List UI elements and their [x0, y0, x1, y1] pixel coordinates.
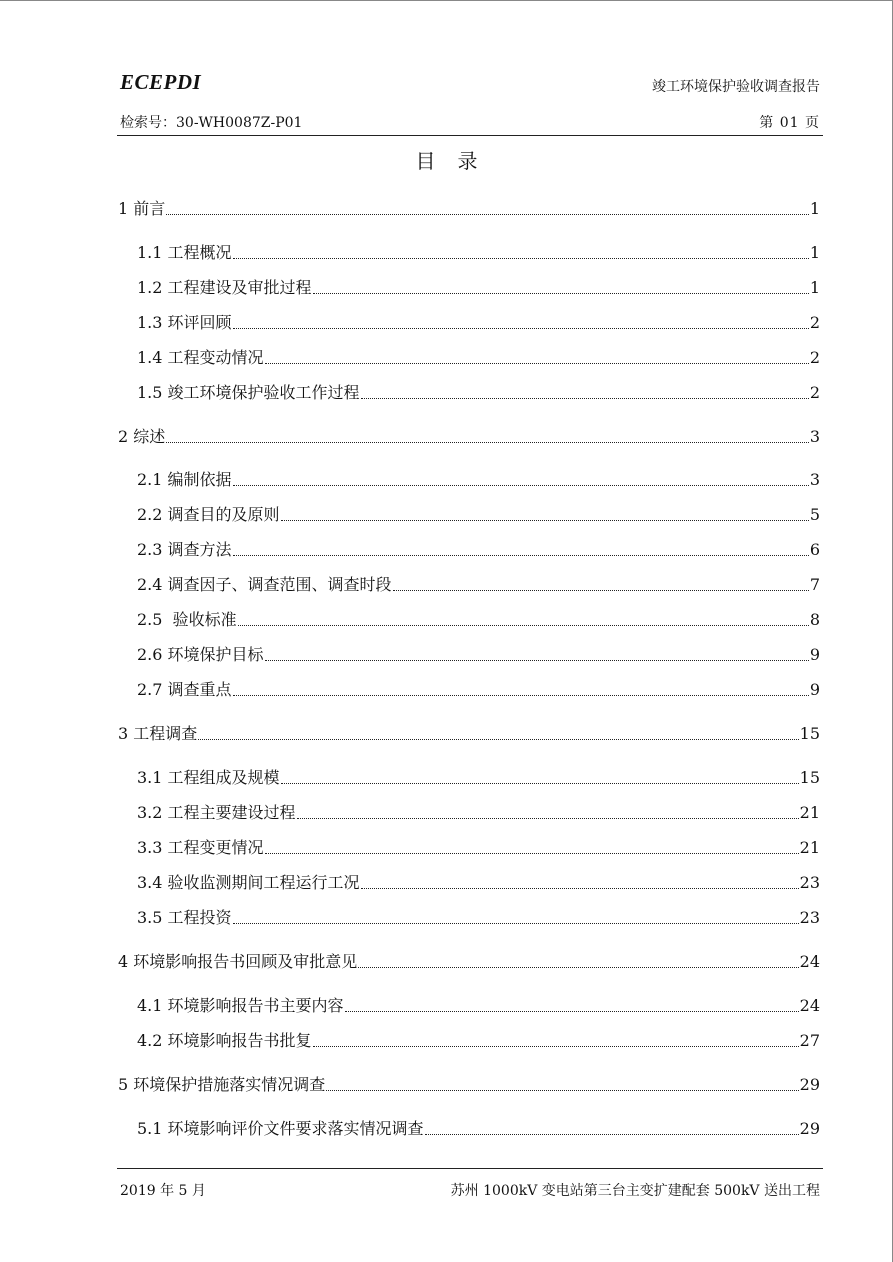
toc-entry-label: 2.4 调查因子、调查范围、调查时段	[137, 575, 392, 594]
toc-entry-label: 4.1 环境影响报告书主要内容	[137, 996, 344, 1015]
toc-subsection-entry[interactable]	[137, 869, 820, 893]
toc-entry-page: 23	[799, 873, 820, 892]
toc-subsection-entry[interactable]	[137, 274, 820, 298]
toc-subsection-entry[interactable]	[137, 344, 820, 368]
toc-entry-page: 15	[799, 768, 820, 787]
toc-entry-label: 1.3 环评回顾	[137, 313, 232, 332]
toc-title: 目录	[415, 149, 500, 173]
toc-dot-leader	[233, 694, 809, 696]
toc-subsection-entry[interactable]	[137, 992, 820, 1016]
toc-section-entry[interactable]	[118, 195, 820, 219]
toc-entry-page: 6	[809, 540, 820, 559]
toc-entry-page: 5	[809, 505, 820, 524]
toc-subsection-entry[interactable]	[137, 571, 820, 595]
toc-subsection-entry[interactable]	[137, 501, 820, 525]
toc-dot-leader	[166, 441, 809, 443]
company-logo: ECEPDI	[120, 70, 202, 94]
toc-entry-page: 7	[809, 575, 820, 594]
toc-subsection-entry[interactable]	[137, 641, 820, 665]
footer-project-name: 苏州 1000kV 变电站第三台主变扩建配套 500kV 送出工程	[450, 1183, 820, 1199]
page-number: 第 01 页	[759, 115, 820, 131]
toc-dot-leader	[297, 817, 799, 819]
toc-subsection-entry[interactable]	[137, 676, 820, 700]
toc-entry-label: 2 综述	[118, 427, 166, 446]
toc-section-entry[interactable]	[118, 720, 820, 744]
toc-entry-page: 3	[809, 470, 820, 489]
toc-entry-label: 5 环境保护措施落实情况调查	[118, 1075, 326, 1094]
toc-entry-page: 23	[799, 908, 820, 927]
toc-dot-leader	[233, 484, 809, 486]
toc-dot-leader	[265, 852, 799, 854]
toc-dot-leader	[313, 1045, 799, 1047]
toc-subsection-entry[interactable]	[137, 606, 820, 630]
toc-subsection-entry[interactable]	[137, 309, 820, 333]
toc-entry-label: 3.5 工程投资	[137, 908, 232, 927]
toc-entry-page: 21	[799, 838, 820, 857]
toc-dot-leader	[281, 519, 809, 521]
toc-dot-leader	[166, 213, 809, 215]
toc-dot-leader	[361, 397, 809, 399]
toc-entry-label: 3.4 验收监测期间工程运行工况	[137, 873, 360, 892]
toc-section-entry[interactable]	[118, 948, 820, 972]
toc-entry-label: 5.1 环境影响评价文件要求落实情况调查	[137, 1119, 424, 1138]
toc-subsection-entry[interactable]	[137, 799, 820, 823]
footer-divider	[117, 1168, 823, 1169]
toc-subsection-entry[interactable]	[137, 239, 820, 263]
toc-dot-leader	[198, 738, 798, 740]
toc-entry-label: 3 工程调查	[118, 724, 198, 743]
toc-dot-leader	[238, 624, 809, 626]
toc-subsection-entry[interactable]	[137, 466, 820, 490]
toc-entry-label: 1 前言	[118, 199, 166, 218]
toc-entry-label: 1.2 工程建设及审批过程	[137, 278, 312, 297]
toc-subsection-entry[interactable]	[137, 764, 820, 788]
toc-entry-label: 2.3 调查方法	[137, 540, 232, 559]
toc-section-entry[interactable]	[118, 1071, 820, 1095]
toc-entry-page: 29	[799, 1075, 820, 1094]
toc-entry-page: 21	[799, 803, 820, 822]
toc-dot-leader	[361, 887, 799, 889]
toc-dot-leader	[233, 257, 809, 259]
toc-entry-page: 24	[799, 996, 820, 1015]
toc-entry-label: 4 环境影响报告书回顾及审批意见	[118, 952, 358, 971]
toc-section-entry[interactable]	[118, 423, 820, 447]
footer-date: 2019 年 5 月	[120, 1183, 206, 1199]
toc-entry-page: 27	[799, 1031, 820, 1050]
toc-dot-leader	[265, 362, 809, 364]
toc-entry-page: 29	[799, 1119, 820, 1138]
toc-subsection-entry[interactable]	[137, 1027, 820, 1051]
toc-entry-page: 24	[799, 952, 820, 971]
toc-entry-label: 1.1 工程概况	[137, 243, 232, 262]
toc-entry-label: 2.7 调查重点	[137, 680, 232, 699]
toc-entry-label: 3.1 工程组成及规模	[137, 768, 280, 787]
toc-entry-page: 2	[809, 383, 820, 402]
toc-entry-label: 2.2 调查目的及原则	[137, 505, 280, 524]
toc-subsection-entry[interactable]	[137, 834, 820, 858]
report-title: 竣工环境保护验收调查报告	[652, 79, 820, 95]
toc-dot-leader	[233, 327, 809, 329]
toc-entry-label: 2.5 验收标准	[137, 610, 237, 629]
toc-entry-page: 1	[809, 199, 820, 218]
toc-entry-label: 1.4 工程变动情况	[137, 348, 264, 367]
toc-entry-page: 1	[809, 243, 820, 262]
toc-entry-label: 2.6 环境保护目标	[137, 645, 264, 664]
toc-entry-page: 9	[809, 680, 820, 699]
toc-dot-leader	[393, 589, 809, 591]
toc-dot-leader	[425, 1133, 799, 1135]
toc-entry-page: 15	[799, 724, 820, 743]
toc-dot-leader	[281, 782, 799, 784]
toc-subsection-entry[interactable]	[137, 904, 820, 928]
toc-dot-leader	[358, 966, 798, 968]
toc-subsection-entry[interactable]	[137, 1115, 820, 1139]
toc-entry-page: 1	[809, 278, 820, 297]
toc-entry-label: 3.2 工程主要建设过程	[137, 803, 296, 822]
toc-subsection-entry[interactable]	[137, 379, 820, 403]
toc-entry-label: 3.3 工程变更情况	[137, 838, 264, 857]
toc-subsection-entry[interactable]	[137, 536, 820, 560]
toc-dot-leader	[265, 659, 809, 661]
toc-entry-page: 3	[809, 427, 820, 446]
toc-entry-label: 2.1 编制依据	[137, 470, 232, 489]
toc-entry-page: 2	[809, 313, 820, 332]
toc-entry-page: 8	[809, 610, 820, 629]
toc-dot-leader	[313, 292, 809, 294]
toc-entry-page: 9	[809, 645, 820, 664]
toc-dot-leader	[326, 1089, 798, 1091]
toc-entry-page: 2	[809, 348, 820, 367]
toc-entry-label: 1.5 竣工环境保护验收工作过程	[137, 383, 360, 402]
toc-dot-leader	[233, 554, 809, 556]
toc-dot-leader	[345, 1010, 799, 1012]
index-number: 检索号：30-WH0087Z-P01	[120, 115, 303, 131]
toc-dot-leader	[233, 922, 799, 924]
toc-entry-label: 4.2 环境影响报告书批复	[137, 1031, 312, 1050]
